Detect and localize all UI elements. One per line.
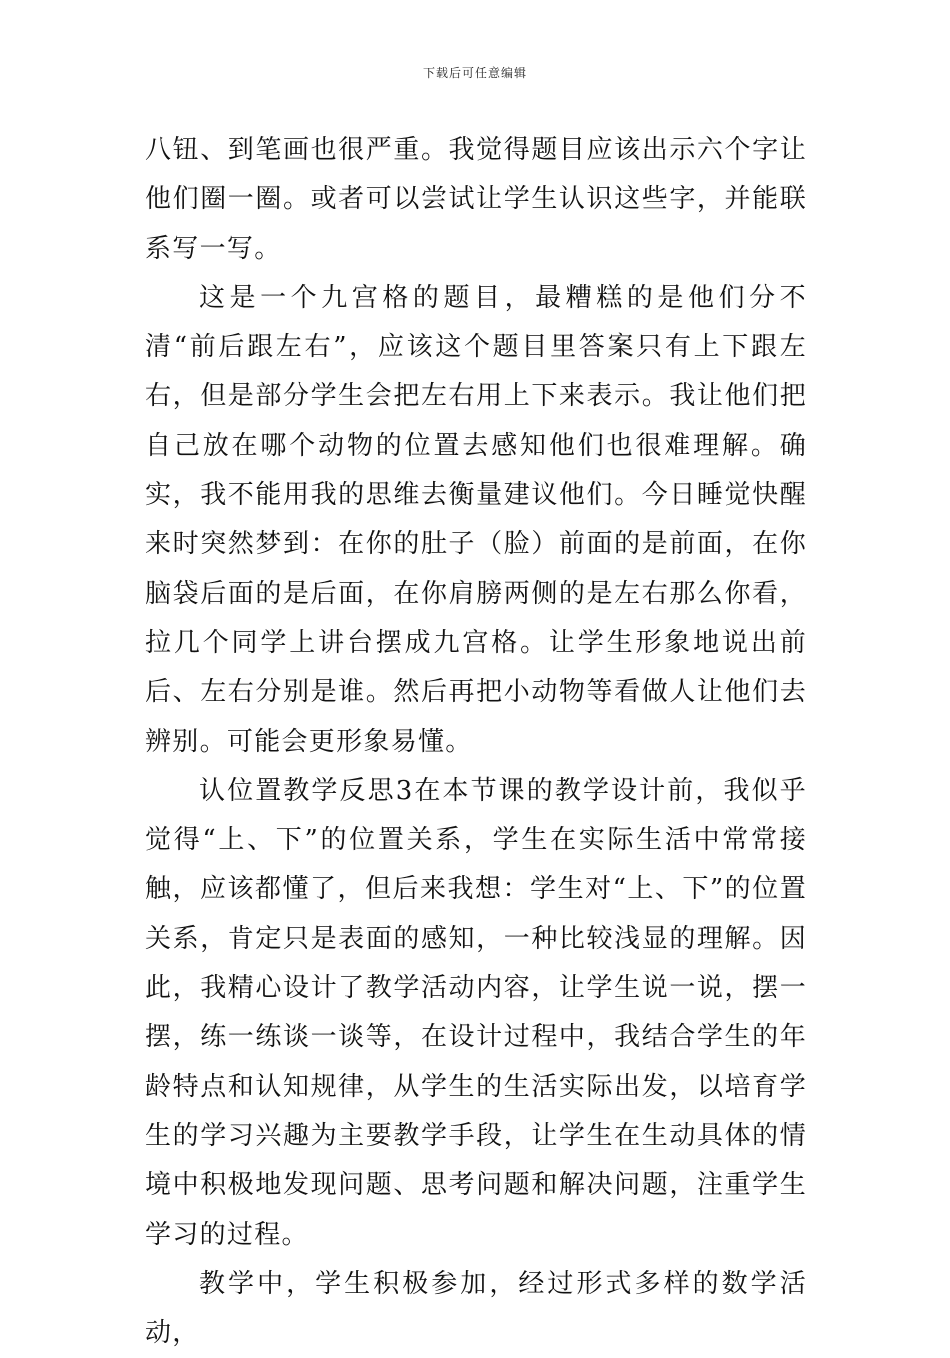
- document-body: [145, 126, 807, 1358]
- paragraph-4: 教学中，学生积极参加，经过形式多样的数学活动，: [145, 1268, 807, 1349]
- paragraph-2: 这是一个九宫格的题目，最糟糕的是他们分不清“前后跟左右”，应该这个题目里答案只有上下跟左右，但是部分学生会把左右用上下来表示。我让他们把自己放在哪个动物的位置去感知他们也很难理解。确实，我不能用我的思维去衡量建议他们。今日睡觉快醒来时突然梦到：在你的肚子（脸）前面的是前面，在你脑袋后面的是后面，在你肩膀两侧的是左右那么你看，拉几个同学上讲台摆成九宫格。让学生形象地说出前后、左右分别是谁。然后再把小动物等看做人让他们去辨别。可能会更形象易懂。: [145, 282, 807, 757]
- paragraph-3: 认位置教学反思3在本节课的教学设计前，我似乎觉得“上、下”的位置关系，学生在实际生活中常常接触，应该都懂了，但后来我想：学生对“上、下”的位置关系，肯定只是表面的感知，一种比较浅显的理解。因此，我精心设计了教学活动内容，让学生说一说，摆一摆，练一练谈一谈等，在设计过程中，我结合学生的年龄特点和认知规律，从学生的生活实际出发，以培育学生的学习兴趣为主要教学手段，让学生在生动具体的情境中积极地发现问题、思考问题和解决问题，注重学生学习的过程。: [145, 775, 807, 1250]
- paragraph-1: 八钮、到笔画也很严重。我觉得题目应该出示六个字让他们圈一圈。或者可以尝试让学生认识这些字，并能联系写一写。: [145, 135, 807, 264]
- page-header: 下载后可任意编辑: [422, 66, 527, 80]
